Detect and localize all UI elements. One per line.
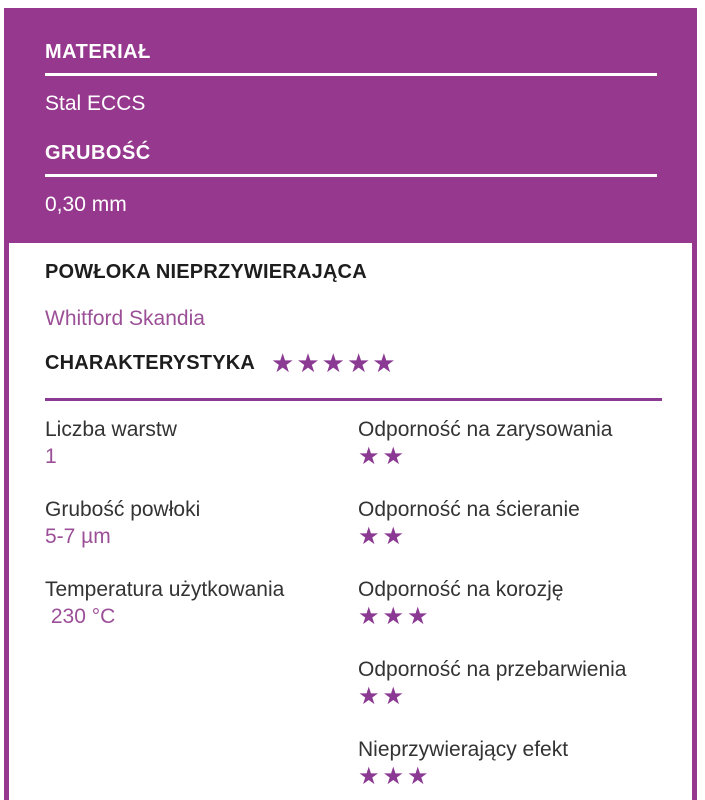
property-coating-thickness xyxy=(45,497,358,550)
properties-column-left xyxy=(45,417,358,800)
material-header-section xyxy=(4,8,697,243)
property-label: Nieprzywierający efekt xyxy=(358,738,569,761)
characteristics-label: CHARAKTERYSTYKA xyxy=(45,352,256,374)
property-label: Odporność na przebarwienia xyxy=(358,658,627,681)
property-corrosion-resistance xyxy=(358,577,662,630)
property-value: 1 xyxy=(45,445,57,468)
section-divider xyxy=(45,398,662,401)
coating-brand-name: Whitford Skandia xyxy=(45,307,205,330)
characteristics-star-rating-icon: ★★★★★ xyxy=(271,348,398,378)
property-usage-temperature xyxy=(45,577,358,630)
characteristics-row xyxy=(45,350,662,376)
star-rating-icon: ★★ xyxy=(358,523,408,550)
property-nonstick-effect xyxy=(358,737,662,790)
property-value: 5-7 µm xyxy=(45,525,111,548)
property-scratch-resistance xyxy=(358,417,662,470)
property-label: Odporność na zarysowania xyxy=(358,418,613,441)
property-label: Grubość powłoki xyxy=(45,498,201,521)
star-rating-icon: ★★ xyxy=(358,683,408,710)
property-label: Odporność na korozję xyxy=(358,578,564,601)
star-rating-icon: ★★★ xyxy=(358,763,432,790)
property-discoloration-resistance xyxy=(358,657,662,710)
properties-column-right xyxy=(358,417,662,800)
product-spec-card xyxy=(4,8,697,792)
material-field xyxy=(45,41,657,116)
property-layers xyxy=(45,417,358,470)
property-label: Liczba warstw xyxy=(45,418,177,441)
coating-section xyxy=(4,243,697,800)
thickness-label: GRUBOŚĆ xyxy=(45,142,151,164)
thickness-value: 0,30 mm xyxy=(45,193,127,216)
coating-title: POWŁOKA NIEPRZYWIERAJĄCA xyxy=(45,261,367,283)
property-label: Temperatura użytkowania xyxy=(45,578,285,601)
star-rating-icon: ★★ xyxy=(358,443,408,470)
star-rating-icon: ★★★ xyxy=(358,603,432,630)
material-label: MATERIAŁ xyxy=(45,41,151,63)
thickness-divider xyxy=(45,174,657,177)
properties-grid xyxy=(45,417,662,800)
property-label: Odporność na ścieranie xyxy=(358,498,580,521)
material-divider xyxy=(45,73,657,76)
thickness-field xyxy=(45,142,657,217)
property-abrasion-resistance xyxy=(358,497,662,550)
property-value: 230 °C xyxy=(45,605,116,628)
material-value: Stal ECCS xyxy=(45,92,146,115)
